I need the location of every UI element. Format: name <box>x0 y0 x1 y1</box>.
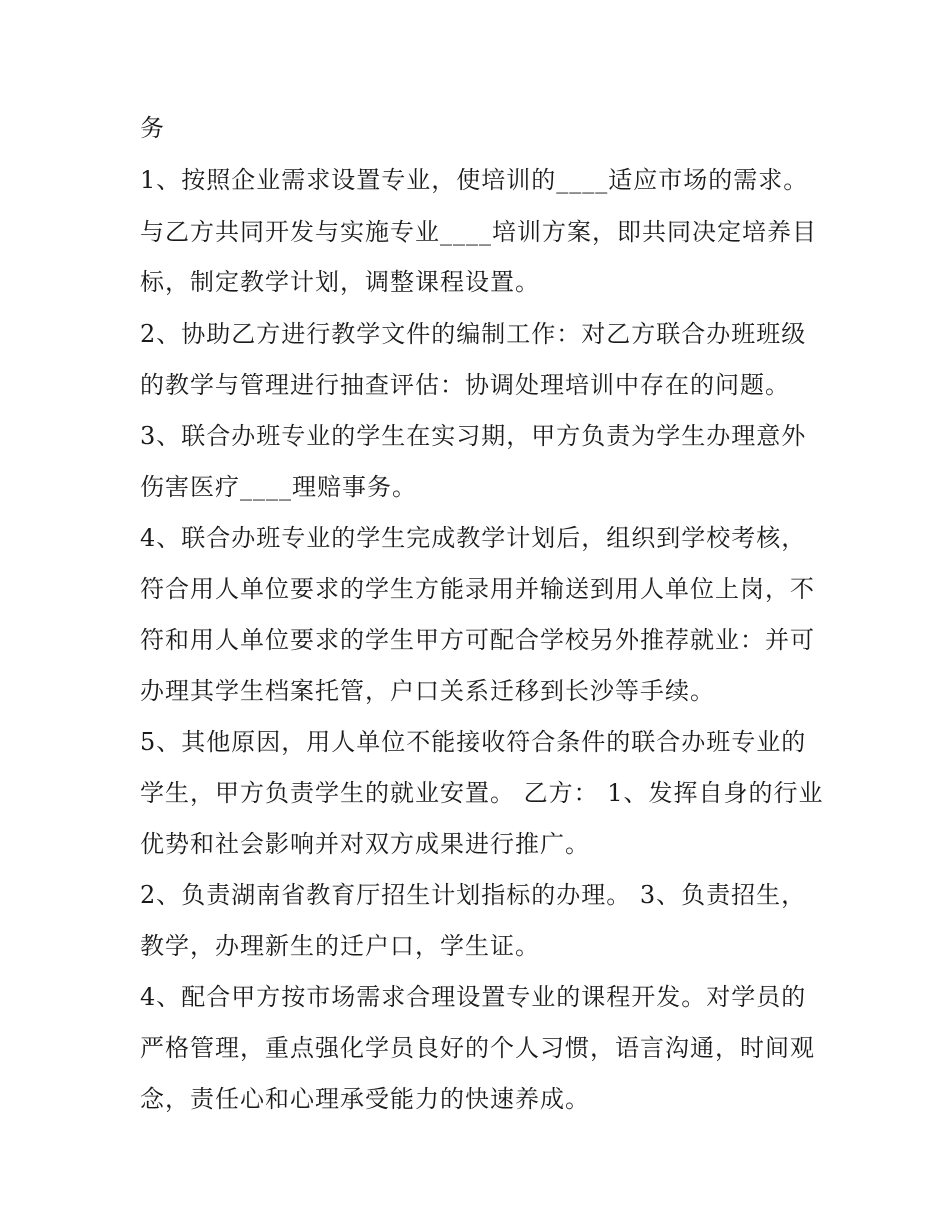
text-line: 符和用人单位要求的学生甲方可配合学校另外推荐就业：并可 <box>140 626 815 654</box>
text-line: 教学，办理新生的迁户口，学生证。 <box>140 932 540 960</box>
text-line: 4、配合甲方按市场需求合理设置专业的课程开发。对学员的 <box>140 983 807 1011</box>
text-line: 1、按照企业需求设置专业，使培训的____适应市场的需求。 <box>140 166 809 194</box>
text-line: 务 <box>140 114 165 142</box>
text-line: 标，制定教学计划，调整课程设置。 <box>140 268 540 296</box>
text-line: 办理其学生档案托管，户口关系迁移到长沙等手续。 <box>140 677 715 705</box>
text-line: 学生，甲方负责学生的就业安置。 乙方： 1、发挥自身的行业 <box>140 779 824 807</box>
text-line: 严格管理，重点强化学员良好的个人习惯，语言沟通，时间观 <box>140 1034 815 1062</box>
text-line: 的教学与管理进行抽查评估：协调处理培训中存在的问题。 <box>140 371 790 399</box>
text-line: 3、联合办班专业的学生在实习期，甲方负责为学生办理意外 <box>140 422 807 450</box>
text-line: 5、其他原因，用人单位不能接收符合条件的联合办班专业的 <box>140 728 807 756</box>
text-line: 与乙方共同开发与实施专业____培训方案，即共同决定培养目 <box>140 218 817 246</box>
text-line: 4、联合办班专业的学生完成教学计划后，组织到学校考核， <box>140 524 807 552</box>
text-line: 符合用人单位要求的学生方能录用并输送到用人单位上岗，不 <box>140 575 815 603</box>
text-line: 念，责任心和心理承受能力的快速养成。 <box>140 1085 590 1113</box>
text-line: 伤害医疗____理赔事务。 <box>140 473 417 501</box>
text-line: 2、负责湖南省教育厅招生计划指标的办理。 3、负责招生， <box>140 881 807 909</box>
text-line: 优势和社会影响并对双方成果进行推广。 <box>140 830 590 858</box>
text-line: 2、协助乙方进行教学文件的编制工作：对乙方联合办班班级 <box>140 320 807 348</box>
